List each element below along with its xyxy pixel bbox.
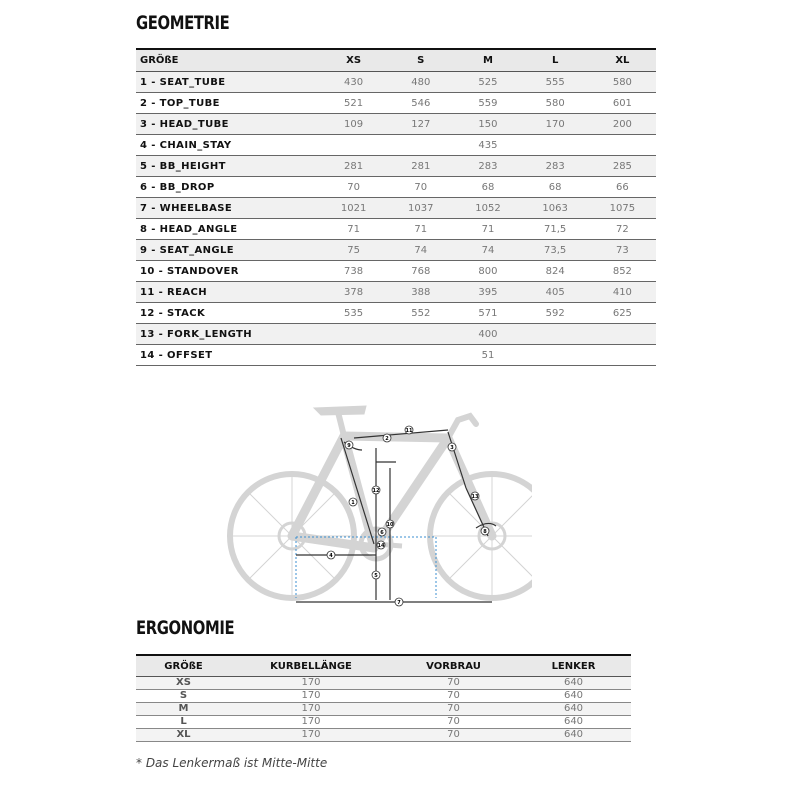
- cell-handlebar: 640: [516, 729, 631, 742]
- cell-xs: 521: [320, 93, 387, 114]
- cell-m: 435: [454, 135, 521, 156]
- cell-s: [387, 345, 454, 366]
- svg-text:11: 11: [405, 428, 413, 434]
- cell-size: XL: [136, 729, 231, 742]
- cell-m: 525: [454, 72, 521, 93]
- svg-text:10: 10: [386, 522, 394, 528]
- geometry-title: GEOMETRIE: [136, 12, 230, 34]
- cell-s: 70: [387, 177, 454, 198]
- cell-m: 395: [454, 282, 521, 303]
- table-row: [136, 729, 631, 742]
- seatpost: [338, 412, 344, 436]
- cell-s: 74: [387, 240, 454, 261]
- svg-text:1: 1: [351, 500, 355, 506]
- svg-text:13: 13: [471, 494, 479, 500]
- row-label: 14 - OFFSET: [136, 345, 320, 366]
- cell-handlebar: 640: [516, 690, 631, 703]
- table-row: [136, 690, 631, 703]
- cell-stem: 70: [391, 690, 516, 703]
- table-row: [136, 219, 656, 240]
- cell-xs: 75: [320, 240, 387, 261]
- cell-xs: 738: [320, 261, 387, 282]
- cell-m: 400: [454, 324, 521, 345]
- cell-stem: 70: [391, 729, 516, 742]
- cell-s: 71: [387, 219, 454, 240]
- cell-l: 592: [522, 303, 589, 324]
- cell-m: 74: [454, 240, 521, 261]
- marker-12: [372, 486, 380, 494]
- svg-text:8: 8: [483, 529, 487, 535]
- cell-xl: [589, 345, 656, 366]
- table-row: [136, 261, 656, 282]
- svg-text:3: 3: [450, 445, 454, 451]
- cell-s: 480: [387, 72, 454, 93]
- cell-handlebar: 640: [516, 703, 631, 716]
- cell-s: 281: [387, 156, 454, 177]
- cell-m: 571: [454, 303, 521, 324]
- cell-s: 1037: [387, 198, 454, 219]
- cell-m: 51: [454, 345, 521, 366]
- marker-1: [349, 498, 357, 506]
- svg-text:9: 9: [347, 443, 351, 449]
- cell-s: 546: [387, 93, 454, 114]
- cell-l: 170: [522, 114, 589, 135]
- cell-xs: [320, 135, 387, 156]
- cell-xs: 109: [320, 114, 387, 135]
- cell-crank-length: 170: [231, 690, 391, 703]
- cell-xl: 1075: [589, 198, 656, 219]
- cell-crank-length: 170: [231, 677, 391, 690]
- cell-xs: 535: [320, 303, 387, 324]
- row-label: 6 - BB_DROP: [136, 177, 320, 198]
- cell-xs: [320, 345, 387, 366]
- geometry-header-row: [136, 49, 656, 72]
- svg-text:4: 4: [329, 553, 333, 559]
- table-row: [136, 135, 656, 156]
- cell-m: 150: [454, 114, 521, 135]
- frame-tubes: [292, 436, 492, 548]
- table-row: [136, 282, 656, 303]
- row-label: 4 - CHAIN_STAY: [136, 135, 320, 156]
- cell-xs: 71: [320, 219, 387, 240]
- cell-xs: [320, 324, 387, 345]
- cell-xs: 281: [320, 156, 387, 177]
- row-label: 9 - SEAT_ANGLE: [136, 240, 320, 261]
- cell-handlebar: 640: [516, 677, 631, 690]
- cell-xl: 410: [589, 282, 656, 303]
- table-row: [136, 177, 656, 198]
- svg-text:2: 2: [385, 436, 389, 442]
- header-handlebar: LENKER: [516, 655, 631, 677]
- cell-stem: 70: [391, 716, 516, 729]
- ergonomics-header-row: [136, 655, 631, 677]
- header-s: S: [387, 49, 454, 72]
- cell-xl: 580: [589, 72, 656, 93]
- cell-l: 283: [522, 156, 589, 177]
- svg-text:5: 5: [374, 573, 378, 579]
- cell-xs: 378: [320, 282, 387, 303]
- row-label: 8 - HEAD_ANGLE: [136, 219, 320, 240]
- cell-l: 73,5: [522, 240, 589, 261]
- cell-l: 71,5: [522, 219, 589, 240]
- row-label: 10 - STANDOVER: [136, 261, 320, 282]
- marker-13: [471, 492, 479, 500]
- marker-8: [481, 527, 489, 535]
- cell-size: XS: [136, 677, 231, 690]
- cell-stem: 70: [391, 703, 516, 716]
- marker-14: [377, 541, 385, 549]
- cell-l: 405: [522, 282, 589, 303]
- row-label: 12 - STACK: [136, 303, 320, 324]
- ergonomics-table: [136, 654, 631, 742]
- cell-l: 580: [522, 93, 589, 114]
- cell-m: 283: [454, 156, 521, 177]
- ergonomics-title: ERGONOMIE: [136, 617, 235, 639]
- svg-text:6: 6: [380, 530, 384, 536]
- marker-6: [378, 528, 386, 536]
- cell-m: 800: [454, 261, 521, 282]
- cell-m: 1052: [454, 198, 521, 219]
- header-l: L: [522, 49, 589, 72]
- table-row: [136, 324, 656, 345]
- cell-xl: 66: [589, 177, 656, 198]
- cell-size: M: [136, 703, 231, 716]
- cell-m: 559: [454, 93, 521, 114]
- cell-xs: 430: [320, 72, 387, 93]
- marker-10: [386, 520, 394, 528]
- head-tube-line: [448, 432, 466, 488]
- table-row: [136, 716, 631, 729]
- cell-l: 1063: [522, 198, 589, 219]
- row-label: 2 - TOP_TUBE: [136, 93, 320, 114]
- cell-stem: 70: [391, 677, 516, 690]
- marker-3: [448, 443, 456, 451]
- table-row: [136, 156, 656, 177]
- cell-s: 388: [387, 282, 454, 303]
- cell-l: 824: [522, 261, 589, 282]
- bike-silhouette: [230, 406, 532, 598]
- svg-text:14: 14: [377, 543, 385, 549]
- cell-l: 68: [522, 177, 589, 198]
- marker-11: [405, 426, 413, 434]
- cell-s: 127: [387, 114, 454, 135]
- cell-crank-length: 170: [231, 716, 391, 729]
- table-row: [136, 93, 656, 114]
- cell-crank-length: 170: [231, 729, 391, 742]
- table-row: [136, 240, 656, 261]
- cell-xl: [589, 324, 656, 345]
- header-crank-length: KURBELLÄNGE: [231, 655, 391, 677]
- row-label: 3 - HEAD_TUBE: [136, 114, 320, 135]
- table-row: [136, 703, 631, 716]
- cell-xl: 852: [589, 261, 656, 282]
- cell-xl: 285: [589, 156, 656, 177]
- svg-text:12: 12: [372, 488, 380, 494]
- row-label: 7 - WHEELBASE: [136, 198, 320, 219]
- cell-l: [522, 345, 589, 366]
- cell-s: [387, 324, 454, 345]
- cell-xl: 200: [589, 114, 656, 135]
- table-row: [136, 303, 656, 324]
- marker-9: [345, 441, 353, 449]
- table-row: [136, 345, 656, 366]
- cell-handlebar: 640: [516, 716, 631, 729]
- header-size: GRÖßE: [136, 49, 320, 72]
- footnote: * Das Lenkermaß ist Mitte-Mitte: [136, 756, 328, 770]
- table-row: [136, 72, 656, 93]
- row-label: 5 - BB_HEIGHT: [136, 156, 320, 177]
- header-xs: XS: [320, 49, 387, 72]
- marker-4: [327, 551, 335, 559]
- cell-size: L: [136, 716, 231, 729]
- table-row: [136, 114, 656, 135]
- header-stem: VORBRAU: [391, 655, 516, 677]
- cell-crank-length: 170: [231, 703, 391, 716]
- cell-s: 552: [387, 303, 454, 324]
- svg-text:7: 7: [397, 600, 401, 606]
- cell-m: 68: [454, 177, 521, 198]
- bike-geometry-diagram: [226, 398, 532, 610]
- cell-l: [522, 324, 589, 345]
- header-xl: XL: [589, 49, 656, 72]
- cell-xs: 1021: [320, 198, 387, 219]
- row-label: 11 - REACH: [136, 282, 320, 303]
- table-row: [136, 677, 631, 690]
- row-label: 13 - FORK_LENGTH: [136, 324, 320, 345]
- cell-xl: 625: [589, 303, 656, 324]
- cell-xl: 72: [589, 219, 656, 240]
- stem-and-handlebar: [448, 416, 476, 438]
- marker-2: [383, 434, 391, 442]
- header-m: M: [454, 49, 521, 72]
- cell-xl: 601: [589, 93, 656, 114]
- seat-tube-line: [341, 438, 374, 544]
- cell-size: S: [136, 690, 231, 703]
- cell-l: [522, 135, 589, 156]
- header-size: GRÖßE: [136, 655, 231, 677]
- marker-5: [372, 571, 380, 579]
- cell-m: 71: [454, 219, 521, 240]
- marker-7: [395, 598, 403, 606]
- geometry-table: [136, 48, 656, 366]
- cell-s: [387, 135, 454, 156]
- cell-xl: 73: [589, 240, 656, 261]
- cell-l: 555: [522, 72, 589, 93]
- cell-s: 768: [387, 261, 454, 282]
- row-label: 1 - SEAT_TUBE: [136, 72, 320, 93]
- cell-xs: 70: [320, 177, 387, 198]
- cell-xl: [589, 135, 656, 156]
- table-row: [136, 198, 656, 219]
